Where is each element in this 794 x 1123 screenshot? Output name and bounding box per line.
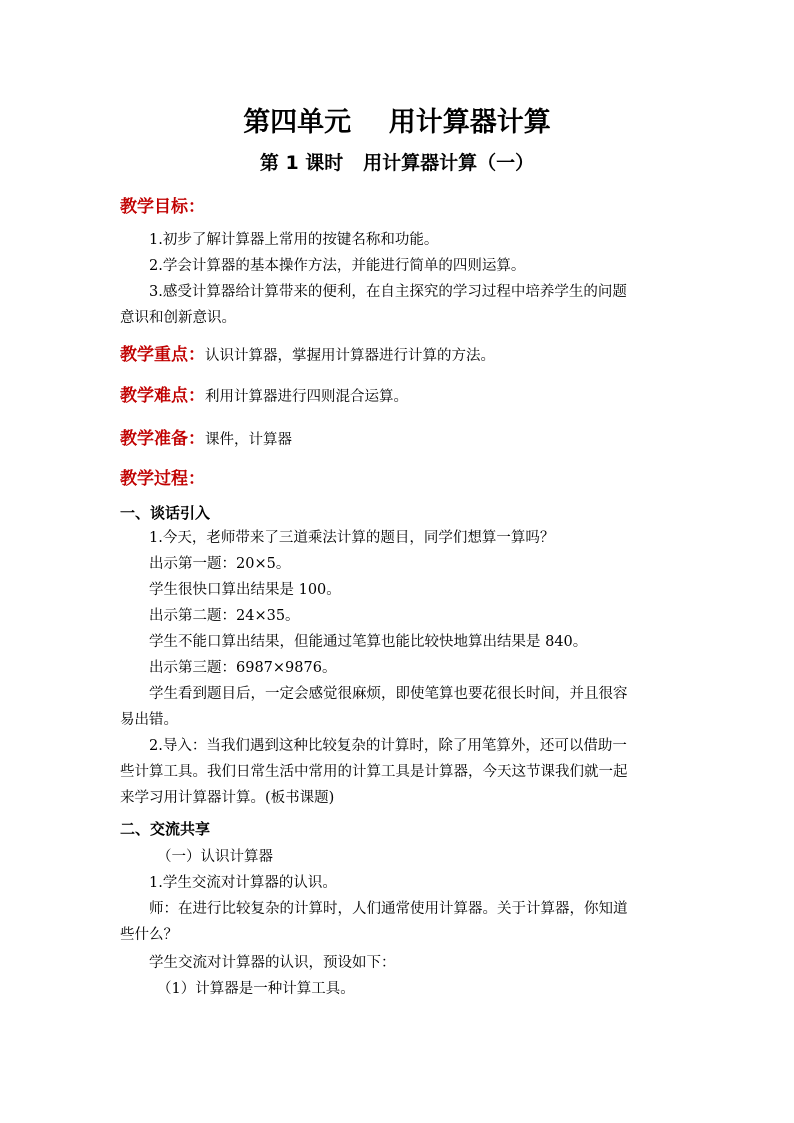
objective-line: 2.学会计算器的基本操作方法，并能进行简单的四则运算。 (149, 258, 526, 274)
paragraph-line: 出示第三题：6987×9876。 (149, 660, 337, 676)
paragraph-line: 出示第二题：24×35。 (149, 608, 300, 624)
process-heading: 教学过程： (120, 469, 205, 489)
paragraph-line: 学生交流对计算器的认识，预设如下： (149, 955, 396, 971)
objective-line: 意识和创新意识。 (120, 310, 236, 326)
difficulty-label: 教学难点： (120, 386, 205, 406)
paragraph-line: 些什么？ (120, 927, 178, 943)
paragraph-line: 1.学生交流对计算器的认识。 (149, 875, 337, 891)
key-point-text: 认识计算器，掌握用计算器进行计算的方法。 (205, 348, 495, 364)
key-point (120, 340, 495, 365)
key-point-label: 教学重点： (120, 345, 205, 365)
paragraph-line: 师：在进行比较复杂的计算时，人们通常使用计算器。关于计算器，你知道 (149, 901, 628, 917)
objective-line: 3.感受计算器给计算带来的便利，在自主探究的学习过程中培养学生的问题 (149, 284, 627, 300)
paragraph-line: 学生很快口算出结果是 100。 (149, 582, 341, 598)
paragraph-line: 出示第一题：20×5。 (149, 556, 291, 572)
difficulty (120, 381, 408, 406)
section-title: 二、交流共享 (120, 820, 211, 838)
paragraph-line: 学生不能口算出结果，但能通过笔算也能比较快地算出结果是 840。 (149, 634, 588, 650)
paragraph-line: 1.今天，老师带来了三道乘法计算的题目，同学们想算一算吗？ (149, 530, 555, 546)
paragraph-line: 来学习用计算器计算。(板书课题) (120, 790, 335, 806)
lesson-subtitle: 第 1 课时 用计算器计算（一） (259, 152, 535, 174)
paragraph-line: 学生看到题目后，一定会感觉很麻烦，即使笔算也要花很长时间，并且很容 (149, 686, 628, 702)
preparation-text: 课件，计算器 (205, 432, 292, 448)
subsection-title: （一）认识计算器 (157, 849, 273, 865)
difficulty-text: 利用计算器进行四则混合运算。 (205, 389, 408, 405)
paragraph-line: 些计算工具。我们日常生活中常用的计算工具是计算器，今天这节课我们就一起 (120, 764, 628, 780)
objective-line: 1.初步了解计算器上常用的按键名称和功能。 (149, 232, 439, 248)
page-title: 第四单元 用计算器计算 (243, 107, 551, 138)
objectives-heading: 教学目标： (120, 197, 205, 217)
section-title: 一、谈话引入 (120, 504, 211, 522)
paragraph-line: 易出错。 (120, 712, 178, 728)
paragraph-line: 2.导入：当我们遇到这种比较复杂的计算时，除了用笔算外，还可以借助一 (149, 738, 627, 754)
preparation (120, 424, 292, 449)
paragraph-line: （1）计算器是一种计算工具。 (157, 981, 355, 997)
preparation-label: 教学准备： (120, 429, 205, 449)
